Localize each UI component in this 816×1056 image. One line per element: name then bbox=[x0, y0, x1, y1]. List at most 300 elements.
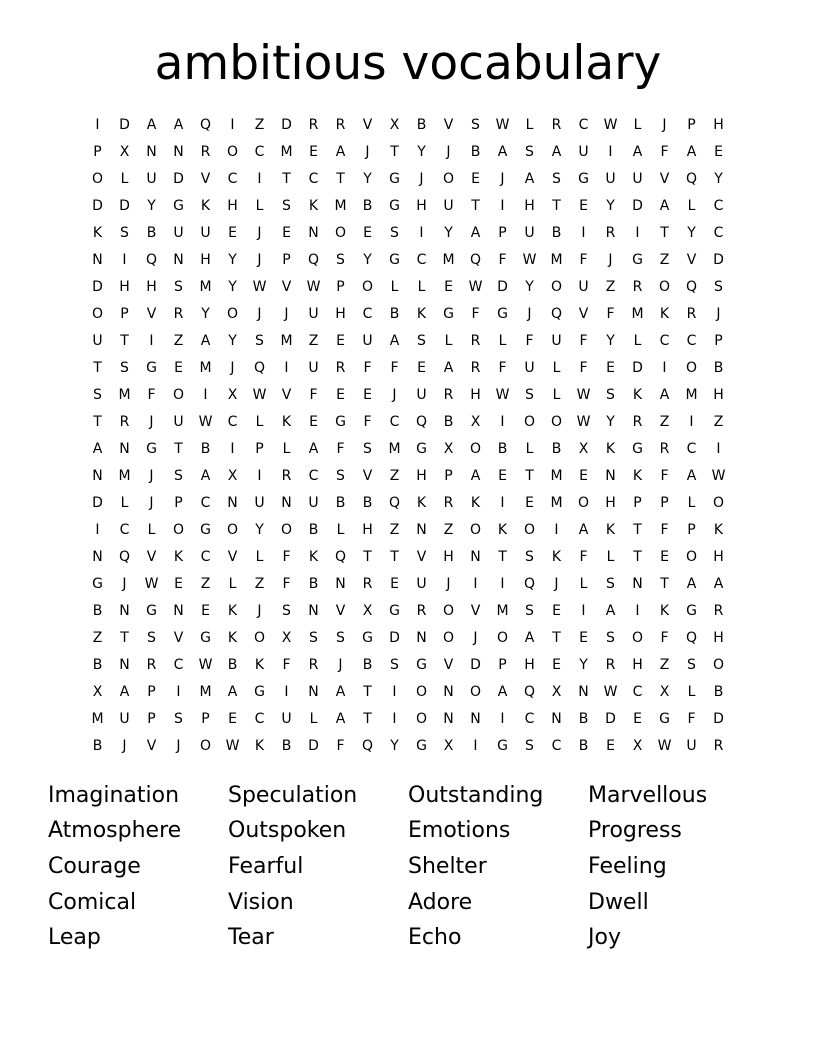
grid-letter: S bbox=[336, 468, 345, 484]
grid-letter: J bbox=[257, 306, 262, 322]
grid-letter: O bbox=[253, 630, 266, 646]
grid-letter: I bbox=[473, 576, 478, 592]
grid-letter: D bbox=[173, 171, 184, 187]
grid-letter: E bbox=[606, 360, 615, 376]
grid-letter: B bbox=[308, 522, 319, 538]
grid-letter: R bbox=[335, 360, 346, 376]
grid-letter: H bbox=[200, 252, 211, 268]
grid-letter: J bbox=[149, 468, 154, 484]
grid-letter: L bbox=[120, 171, 129, 187]
grid-letter: Y bbox=[417, 144, 426, 160]
grid-letter: U bbox=[308, 360, 319, 376]
grid-letter: O bbox=[226, 522, 239, 538]
grid-letter: Z bbox=[200, 576, 211, 592]
grid-letter: E bbox=[201, 603, 210, 619]
grid-letter: G bbox=[443, 306, 454, 322]
grid-letter: N bbox=[443, 711, 454, 727]
grid-letter: L bbox=[525, 117, 534, 133]
grid-letter: K bbox=[632, 387, 643, 403]
grid-letter: P bbox=[444, 468, 453, 484]
grid-letter: I bbox=[284, 684, 289, 700]
grid-letter: S bbox=[309, 630, 318, 646]
grid-letter: T bbox=[363, 549, 372, 565]
grid-letter: I bbox=[554, 522, 559, 538]
grid-letter: D bbox=[119, 198, 130, 214]
grid-letter: P bbox=[660, 495, 669, 511]
grid-letter: F bbox=[579, 333, 588, 349]
grid-letter: E bbox=[579, 630, 588, 646]
grid-letter: F bbox=[282, 549, 291, 565]
grid-letter: A bbox=[524, 630, 535, 646]
grid-letter: E bbox=[498, 468, 507, 484]
grid-letter: F bbox=[660, 144, 669, 160]
grid-letter: S bbox=[390, 225, 399, 241]
grid-letter: Z bbox=[254, 117, 265, 133]
grid-row bbox=[84, 544, 736, 571]
grid-letter: W bbox=[252, 387, 267, 403]
grid-letter: N bbox=[92, 468, 103, 484]
grid-letter: E bbox=[633, 711, 642, 727]
grid-letter: X bbox=[551, 684, 562, 700]
grid-letter: O bbox=[280, 522, 293, 538]
grid-letter: A bbox=[200, 333, 211, 349]
grid-row bbox=[84, 193, 736, 220]
grid-letter: A bbox=[497, 144, 508, 160]
grid-letter: B bbox=[551, 225, 562, 241]
grid-letter: R bbox=[713, 738, 724, 754]
grid-letter: E bbox=[579, 198, 588, 214]
grid-letter: D bbox=[308, 738, 319, 754]
grid-letter: Y bbox=[228, 333, 237, 349]
grid-letter: J bbox=[716, 306, 721, 322]
grid-letter: D bbox=[497, 279, 508, 295]
grid-letter: Z bbox=[308, 333, 319, 349]
grid-letter: S bbox=[471, 117, 480, 133]
grid-letter: E bbox=[606, 738, 615, 754]
grid-row bbox=[84, 490, 736, 517]
grid-letter: B bbox=[713, 684, 724, 700]
grid-letter: R bbox=[686, 306, 697, 322]
grid-letter: Q bbox=[523, 576, 536, 592]
grid-letter: E bbox=[525, 495, 534, 511]
grid-row bbox=[84, 166, 736, 193]
grid-letter: F bbox=[579, 252, 588, 268]
grid-letter: I bbox=[95, 522, 100, 538]
grid-letter: N bbox=[308, 684, 319, 700]
grid-letter: T bbox=[390, 549, 399, 565]
grid-letter: W bbox=[198, 414, 213, 430]
grid-letter: K bbox=[497, 522, 508, 538]
word-list-item: Comical bbox=[48, 890, 137, 915]
grid-letter: I bbox=[581, 225, 586, 241]
grid-letter: I bbox=[500, 414, 505, 430]
grid-letter: I bbox=[716, 441, 721, 457]
grid-letter: O bbox=[361, 279, 374, 295]
grid-letter: T bbox=[552, 198, 561, 214]
grid-letter: D bbox=[605, 711, 616, 727]
grid-letter: K bbox=[416, 495, 427, 511]
grid-letter: P bbox=[687, 522, 696, 538]
grid-letter: B bbox=[497, 441, 508, 457]
grid-row bbox=[84, 220, 736, 247]
grid-letter: U bbox=[632, 171, 643, 187]
word-list-item: Outstanding bbox=[408, 783, 544, 808]
grid-letter: W bbox=[495, 117, 510, 133]
grid-letter: W bbox=[576, 387, 591, 403]
word-list-item: Speculation bbox=[228, 783, 358, 808]
grid-letter: V bbox=[146, 738, 157, 754]
grid-letter: C bbox=[254, 144, 265, 160]
grid-letter: O bbox=[91, 171, 104, 187]
grid-letter: J bbox=[500, 171, 505, 187]
grid-letter: Z bbox=[254, 576, 265, 592]
grid-letter: Q bbox=[334, 549, 347, 565]
grid-letter: U bbox=[254, 495, 265, 511]
grid-letter: G bbox=[659, 711, 670, 727]
grid-letter: H bbox=[524, 657, 535, 673]
grid-letter: I bbox=[230, 117, 235, 133]
grid-letter: F bbox=[687, 711, 696, 727]
grid-row bbox=[84, 463, 736, 490]
grid-letter: X bbox=[443, 441, 454, 457]
grid-letter: B bbox=[551, 441, 562, 457]
grid-letter: S bbox=[552, 171, 561, 187]
grid-letter: O bbox=[658, 279, 671, 295]
grid-letter: J bbox=[527, 306, 532, 322]
grid-letter: V bbox=[443, 117, 454, 133]
grid-letter: N bbox=[470, 711, 481, 727]
grid-letter: E bbox=[660, 549, 669, 565]
grid-letter: U bbox=[551, 333, 562, 349]
grid-letter: Y bbox=[606, 414, 615, 430]
grid-letter: R bbox=[605, 657, 616, 673]
grid-letter: J bbox=[122, 576, 127, 592]
grid-letter: G bbox=[632, 252, 643, 268]
grid-letter: B bbox=[713, 360, 724, 376]
grid-letter: M bbox=[280, 144, 293, 160]
grid-letter: O bbox=[577, 495, 590, 511]
grid-letter: R bbox=[443, 387, 454, 403]
grid-letter: Z bbox=[605, 279, 616, 295]
grid-letter: P bbox=[255, 441, 264, 457]
word-list-item: Joy bbox=[588, 925, 621, 950]
grid-letter: M bbox=[550, 468, 563, 484]
grid-letter: R bbox=[443, 495, 454, 511]
grid-letter: K bbox=[92, 225, 103, 241]
grid-letter: S bbox=[687, 657, 696, 673]
grid-letter: H bbox=[713, 630, 724, 646]
grid-letter: R bbox=[308, 657, 319, 673]
grid-letter: G bbox=[416, 738, 427, 754]
grid-letter: L bbox=[606, 549, 615, 565]
grid-letter: K bbox=[659, 603, 670, 619]
grid-letter: A bbox=[227, 684, 238, 700]
grid-letter: W bbox=[468, 279, 483, 295]
grid-letter: C bbox=[632, 684, 643, 700]
grid-letter: R bbox=[659, 441, 670, 457]
grid-letter: A bbox=[686, 576, 697, 592]
grid-letter: I bbox=[473, 738, 478, 754]
grid-letter: J bbox=[230, 360, 235, 376]
grid-letter: F bbox=[660, 522, 669, 538]
grid-letter: O bbox=[523, 414, 536, 430]
grid-letter: W bbox=[711, 468, 726, 484]
grid-letter: Q bbox=[253, 360, 266, 376]
grid-letter: W bbox=[144, 576, 159, 592]
grid-letter: P bbox=[714, 333, 723, 349]
grid-letter: M bbox=[118, 387, 131, 403]
grid-letter: V bbox=[335, 603, 346, 619]
grid-letter: A bbox=[335, 144, 346, 160]
grid-letter: E bbox=[309, 414, 318, 430]
grid-letter: X bbox=[578, 441, 589, 457]
grid-letter: D bbox=[92, 495, 103, 511]
word-list-item: Fearful bbox=[228, 854, 304, 879]
grid-letter: E bbox=[363, 225, 372, 241]
grid-letter: X bbox=[632, 738, 643, 754]
grid-letter: E bbox=[174, 360, 183, 376]
grid-letter: U bbox=[146, 171, 157, 187]
grid-row bbox=[84, 571, 736, 598]
grid-letter: K bbox=[416, 306, 427, 322]
grid-letter: N bbox=[92, 252, 103, 268]
grid-letter: E bbox=[417, 360, 426, 376]
grid-letter: A bbox=[200, 468, 211, 484]
grid-letter: V bbox=[443, 657, 454, 673]
grid-letter: U bbox=[308, 495, 319, 511]
grid-letter: L bbox=[390, 279, 399, 295]
grid-letter: S bbox=[525, 603, 534, 619]
grid-letter: J bbox=[365, 144, 370, 160]
grid-letter: A bbox=[578, 522, 589, 538]
grid-letter: O bbox=[334, 225, 347, 241]
grid-letter: L bbox=[687, 198, 696, 214]
word-list-item: Leap bbox=[48, 925, 101, 950]
grid-letter: H bbox=[362, 522, 373, 538]
grid-letter: N bbox=[173, 603, 184, 619]
grid-letter: N bbox=[119, 441, 130, 457]
grid-row bbox=[84, 139, 736, 166]
grid-letter: F bbox=[147, 387, 156, 403]
grid-letter: Y bbox=[228, 252, 237, 268]
grid-letter: P bbox=[633, 495, 642, 511]
grid-letter: B bbox=[200, 441, 211, 457]
grid-letter: I bbox=[419, 225, 424, 241]
grid-letter: R bbox=[281, 468, 292, 484]
grid-letter: S bbox=[147, 630, 156, 646]
grid-letter: V bbox=[578, 306, 589, 322]
grid-letter: Q bbox=[523, 684, 536, 700]
grid-letter: L bbox=[282, 441, 291, 457]
grid-letter: J bbox=[284, 306, 289, 322]
grid-letter: I bbox=[662, 360, 667, 376]
grid-letter: E bbox=[471, 171, 480, 187]
grid-letter: H bbox=[632, 657, 643, 673]
grid-letter: Z bbox=[659, 414, 670, 430]
grid-row bbox=[84, 652, 736, 679]
grid-letter: G bbox=[146, 441, 157, 457]
grid-letter: I bbox=[635, 603, 640, 619]
grid-letter: L bbox=[336, 522, 345, 538]
grid-letter: A bbox=[713, 576, 724, 592]
grid-letter: G bbox=[146, 360, 157, 376]
grid-letter: T bbox=[633, 522, 642, 538]
grid-letter: B bbox=[308, 576, 319, 592]
grid-letter: R bbox=[119, 414, 130, 430]
grid-letter: H bbox=[119, 279, 130, 295]
grid-letter: X bbox=[389, 117, 400, 133]
grid-letter: I bbox=[257, 171, 262, 187]
grid-letter: I bbox=[392, 711, 397, 727]
grid-letter: G bbox=[200, 630, 211, 646]
grid-letter: G bbox=[389, 171, 400, 187]
grid-letter: F bbox=[336, 441, 345, 457]
grid-letter: N bbox=[92, 549, 103, 565]
grid-letter: R bbox=[605, 225, 616, 241]
grid-letter: T bbox=[660, 576, 669, 592]
grid-letter: L bbox=[255, 549, 264, 565]
grid-letter: L bbox=[633, 333, 642, 349]
grid-letter: O bbox=[91, 306, 104, 322]
grid-letter: Q bbox=[685, 171, 698, 187]
grid-letter: U bbox=[416, 387, 427, 403]
grid-letter: O bbox=[226, 144, 239, 160]
grid-row bbox=[84, 517, 736, 544]
grid-letter: O bbox=[442, 630, 455, 646]
grid-letter: U bbox=[200, 225, 211, 241]
grid-letter: J bbox=[149, 495, 154, 511]
grid-letter: G bbox=[578, 171, 589, 187]
grid-letter: F bbox=[309, 387, 318, 403]
grid-letter: O bbox=[172, 522, 185, 538]
grid-letter: A bbox=[335, 711, 346, 727]
grid-letter: L bbox=[444, 333, 453, 349]
grid-letter: I bbox=[500, 711, 505, 727]
grid-letter: J bbox=[662, 117, 667, 133]
grid-letter: E bbox=[174, 576, 183, 592]
grid-letter: B bbox=[416, 117, 427, 133]
grid-letter: A bbox=[686, 144, 697, 160]
grid-letter: S bbox=[525, 387, 534, 403]
grid-letter: T bbox=[471, 198, 480, 214]
grid-letter: U bbox=[362, 333, 373, 349]
grid-letter: K bbox=[281, 414, 292, 430]
grid-letter: I bbox=[500, 576, 505, 592]
grid-letter: X bbox=[92, 684, 103, 700]
grid-letter: Z bbox=[389, 522, 400, 538]
grid-letter: P bbox=[282, 252, 291, 268]
grid-letter: B bbox=[578, 738, 589, 754]
grid-letter: G bbox=[146, 603, 157, 619]
grid-letter: I bbox=[95, 117, 100, 133]
grid-letter: J bbox=[257, 252, 262, 268]
grid-letter: O bbox=[523, 522, 536, 538]
grid-letter: E bbox=[552, 657, 561, 673]
grid-letter: N bbox=[416, 522, 427, 538]
grid-letter: B bbox=[146, 225, 157, 241]
word-list-item: Outspoken bbox=[228, 818, 347, 843]
grid-letter: J bbox=[338, 657, 343, 673]
grid-letter: T bbox=[93, 414, 102, 430]
grid-letter: G bbox=[416, 657, 427, 673]
grid-letter: W bbox=[225, 738, 240, 754]
grid-letter: S bbox=[525, 144, 534, 160]
grid-letter: V bbox=[281, 387, 292, 403]
grid-letter: C bbox=[308, 171, 319, 187]
grid-letter: W bbox=[252, 279, 267, 295]
grid-letter: J bbox=[122, 738, 127, 754]
grid-letter: S bbox=[336, 252, 345, 268]
grid-letter: F bbox=[579, 549, 588, 565]
grid-letter: N bbox=[578, 684, 589, 700]
grid-letter: G bbox=[389, 603, 400, 619]
grid-letter: Y bbox=[687, 225, 696, 241]
grid-letter: K bbox=[713, 522, 724, 538]
grid-letter: L bbox=[552, 360, 561, 376]
grid-letter: K bbox=[605, 441, 616, 457]
grid-letter: S bbox=[363, 441, 372, 457]
grid-letter: T bbox=[552, 630, 561, 646]
grid-letter: C bbox=[713, 225, 724, 241]
grid-letter: N bbox=[308, 603, 319, 619]
grid-letter: W bbox=[198, 657, 213, 673]
grid-letter: J bbox=[446, 144, 451, 160]
grid-letter: N bbox=[308, 225, 319, 241]
grid-letter: C bbox=[551, 738, 562, 754]
grid-row bbox=[84, 328, 736, 355]
grid-letter: K bbox=[254, 657, 265, 673]
grid-letter: A bbox=[92, 441, 103, 457]
grid-letter: J bbox=[257, 603, 262, 619]
grid-letter: Q bbox=[388, 495, 401, 511]
grid-letter: J bbox=[257, 225, 262, 241]
grid-letter: C bbox=[362, 306, 373, 322]
grid-letter: S bbox=[174, 468, 183, 484]
grid-row bbox=[84, 247, 736, 274]
grid-letter: I bbox=[392, 684, 397, 700]
grid-letter: D bbox=[713, 252, 724, 268]
grid-letter: P bbox=[201, 711, 210, 727]
grid-letter: Q bbox=[199, 117, 212, 133]
grid-letter: X bbox=[659, 684, 670, 700]
grid-letter: T bbox=[120, 630, 129, 646]
grid-letter: U bbox=[578, 279, 589, 295]
grid-letter: F bbox=[363, 360, 372, 376]
grid-letter: P bbox=[687, 117, 696, 133]
grid-letter: Y bbox=[714, 171, 723, 187]
grid-row bbox=[84, 679, 736, 706]
grid-letter: S bbox=[417, 333, 426, 349]
grid-letter: A bbox=[173, 117, 184, 133]
grid-letter: N bbox=[416, 630, 427, 646]
grid-letter: U bbox=[308, 306, 319, 322]
page-title: ambitious vocabulary bbox=[154, 36, 662, 91]
word-list-item: Atmosphere bbox=[48, 818, 182, 843]
grid-row bbox=[84, 436, 736, 463]
grid-letter: N bbox=[335, 576, 346, 592]
grid-letter: A bbox=[389, 333, 400, 349]
grid-letter: F bbox=[579, 360, 588, 376]
grid-letter: A bbox=[686, 468, 697, 484]
grid-letter: F bbox=[282, 576, 291, 592]
grid-letter: G bbox=[497, 738, 508, 754]
grid-letter: E bbox=[228, 711, 237, 727]
grid-letter: V bbox=[362, 468, 373, 484]
grid-letter: N bbox=[119, 657, 130, 673]
grid-row bbox=[84, 733, 736, 760]
grid-letter: N bbox=[470, 549, 481, 565]
grid-letter: B bbox=[335, 495, 346, 511]
